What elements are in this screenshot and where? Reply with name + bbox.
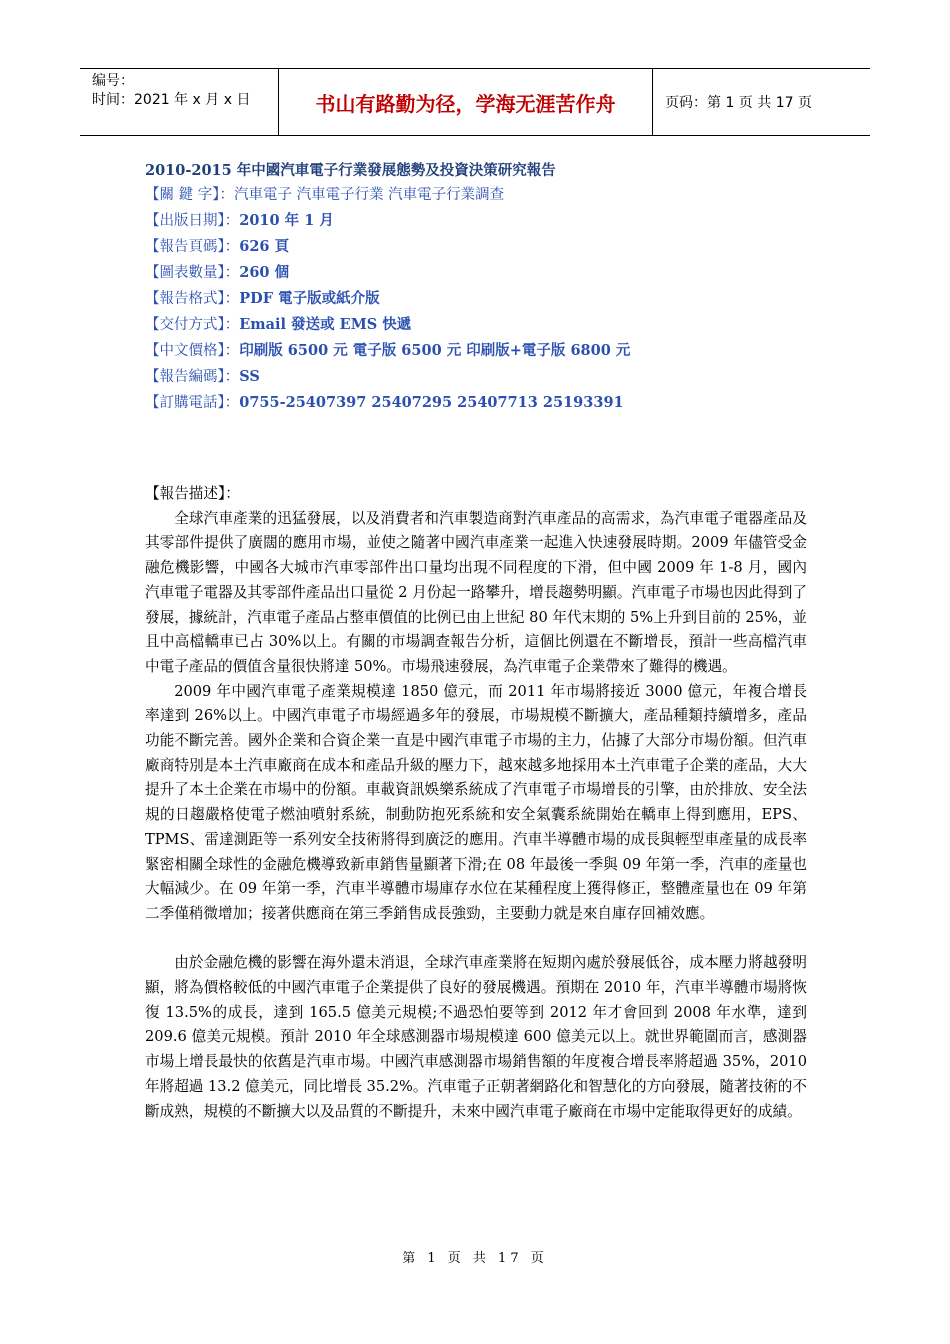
meta-key: 【報告格式】： xyxy=(145,291,240,307)
document-header xyxy=(80,68,870,136)
meta-key: 【關 鍵 字】： xyxy=(145,187,234,203)
meta-row-publish-date xyxy=(145,208,825,234)
meta-value: 626 頁 xyxy=(239,238,290,255)
paragraph-spacer xyxy=(145,927,807,952)
meta-key: 【出版日期】： xyxy=(145,213,240,229)
document-time-label: 时间：2021 年 x 月 x 日 xyxy=(92,92,251,108)
meta-row-format xyxy=(145,286,825,312)
meta-row-delivery xyxy=(145,312,825,338)
meta-value: 2010 年 1 月 xyxy=(239,212,334,229)
meta-key: 【訂購電話】： xyxy=(145,395,240,411)
meta-row-price xyxy=(145,338,825,364)
meta-row-report-code xyxy=(145,364,825,390)
meta-value: 印刷版 6500 元 電子版 6500 元 印刷版+電子版 6800 元 xyxy=(239,342,631,359)
meta-row-keywords xyxy=(145,183,825,208)
meta-value: Email 發送或 EMS 快遞 xyxy=(239,316,412,333)
description-paragraph-2: 2009 年中國汽車電子產業規模達 1850 億元，而 2011 年市場將接近 3000 億元，年複合增長率達到 26%以上。中國汽車電子市場經過多年的發展，市場規模不斷擴大，產品種類持續增多，產品功能不斷完善。國外企業和合資企業一直是中國汽車電子市場的主力，佔據了大部分市場份額。但汽車廠商特別是本土汽車廠商在成本和產品升級的壓力下，越來越多地採用本土汽車電子企業的產品，大大提升了本土企業在市場中的份額。車載資訊娛樂系統成了汽車電子市場增長的引擎，由於排放、安全法規的日趨嚴格使電子燃油噴射系統，制動防抱死系統和安全氣囊系統開始在轎車上得到應用，EPS、TPMS、雷達測距等一系列安全技術將得到廣泛的應用。汽車半導體市場的成長與輕型車產量的成長率緊密相關全球性的金融危機導致新車銷售量顯著下滑;在 08 年最後一季與 09 年第一季，汽車的產量也大幅減少。在 09 年第一季，汽車半導體市場庫存水位在某種程度上獲得修正，整體產量也在 09 年第二季僅稍微增加；接著供應商在第三季銷售成長強勁，主要動力就是來自庫存回補效應。 xyxy=(145,682,807,922)
meta-key: 【交付方式】： xyxy=(145,317,240,333)
meta-value: PDF 電子版或紙介版 xyxy=(239,290,380,307)
page-footer: 第 1 页 共 17 页 xyxy=(402,1251,548,1266)
meta-key: 【報告頁碼】： xyxy=(145,239,240,255)
header-motto: 书山有路勤为径，学海无涯苦作舟 xyxy=(279,69,653,135)
header-info-cell xyxy=(80,69,279,135)
report-description xyxy=(145,482,807,1124)
meta-value: 260 個 xyxy=(239,264,290,281)
header-page-number: 页码：第 1 页 共 17 页 xyxy=(665,95,812,111)
meta-value: 汽車電子 汽車電子行業 汽車電子行業調查 xyxy=(233,187,505,203)
meta-key: 【報告編碼】： xyxy=(145,369,240,385)
meta-value: SS xyxy=(239,368,260,385)
document-code-label: 编号： xyxy=(92,73,134,89)
meta-key: 【圖表數量】： xyxy=(145,265,240,281)
meta-key: 【中文價格】： xyxy=(145,343,240,359)
report-meta xyxy=(145,158,825,416)
meta-row-page-count xyxy=(145,234,825,260)
description-paragraph-1: 全球汽車產業的迅猛發展，以及消費者和汽車製造商對汽車產品的高需求，為汽車電子電器產品及其零部件提供了廣闊的應用市場，並使之隨著中國汽車產業一起進入快速發展時期。2009 年儘管受金融危機影響，中國各大城市汽車零部件出口量均出現不同程度的下滑，但中國 2009 年 1-8 月，國內汽車電子電器及其零部件產品出口量從 2 月份起一路攀升，增長趨勢明顯。汽車電子市場也因此得到了發展，據統計，汽車電子產品占整車價值的比例已由上世紀 80 年代末期的 5%上升到目前的 25%，並且中高檔轎車已占 30%以上。有關的市場調查報告分析，這個比例還在不斷增長，預計一些高檔汽車中電子產品的價值含量很快將達 50%。市場飛速發展，為汽車電子企業帶來了難得的機遇。 xyxy=(145,509,807,675)
description-paragraph-3: 由於金融危機的影響在海外還未消退，全球汽車產業將在短期內處於發展低谷，成本壓力將越發明顯，將為價格較低的中國汽車電子企業提供了良好的發展機遇。預期在 2010 年，汽車半導體市場將恢復 13.5%的成長，達到 165.5 億美元規模;不過恐怕要等到 2012 年才會回到 2008 年水準，達到 209.6 億美元規模。預計 2010 年全球感測器市場規模達 600 億美元以上。就世界範圍而言，感測器市場上增長最快的依舊是汽車市場。中國汽車感測器市場銷售額的年度複合增長率將超過 35%，2010 年將超過 13.2 億美元，同比增長 35.2%。汽車電子正朝著網路化和智慧化的方向發展，隨著技術的不斷成熟，規模的不斷擴大以及品質的不斷提升，未來中國汽車電子廠商在市場中定能取得更好的成績。 xyxy=(145,954,807,1120)
meta-row-order-phone xyxy=(145,390,825,416)
description-heading: 【報告描述】： xyxy=(145,485,240,502)
report-title: 2010-2015 年中國汽車電子行業發展態勢及投資決策研究報告 xyxy=(145,162,556,179)
meta-row-chart-count xyxy=(145,260,825,286)
meta-value: 0755-25407397 25407295 25407713 25193391 xyxy=(239,394,624,411)
